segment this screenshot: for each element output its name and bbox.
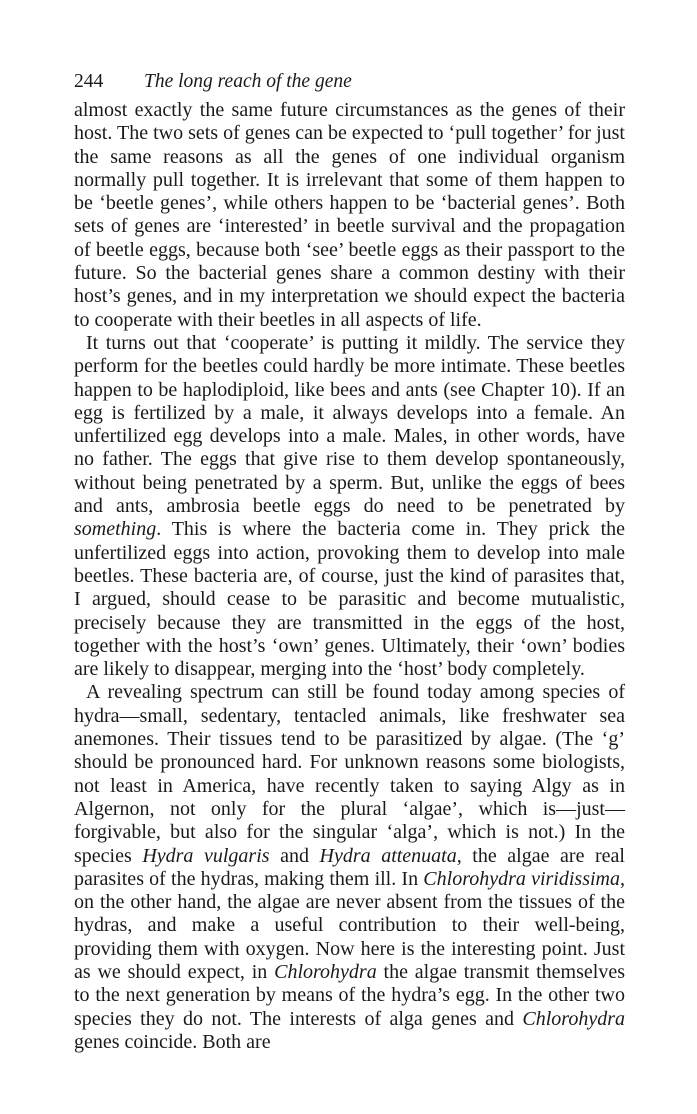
body-text bbox=[74, 99, 625, 1054]
paragraph bbox=[74, 681, 625, 1054]
italic-text: Chlorohydra bbox=[274, 960, 377, 983]
text-run: It turns out that ‘cooperate’ is putting it mildly. The service they perform for the beetles could hardly be more intimate. These beetles happen to be haplodiploid, like bees and ants (see Chapter 10). If an egg is fertilized by a male, it always develops into a female. An unfertilized egg develops into a male. Males, in other words, have no father. The eggs that give rise to them develop spontaneously, without being penetrated by a sperm. But, unlike the eggs of bees and ants, ambrosia beetle eggs do need to be penetrated by bbox=[74, 331, 625, 518]
page-number: 244 bbox=[74, 71, 104, 92]
running-title: The long reach of the gene bbox=[144, 71, 352, 92]
text-run: genes coincide. Both are bbox=[74, 1030, 271, 1053]
text-run: almost exactly the same future circumstances as the genes of their host. The two sets of genes can be expected to ‘pull together’ for just the same reasons as all the genes of one individual organism normally pull together. It is irrelevant that some of them happen to be ‘beetle genes’, while others happen to be ‘bacterial genes’. Both sets of genes are ‘interested’ in beetle survival and the propagation of beetle eggs, because both ‘see’ beetle eggs as their passport to the future. So the bacterial genes share a common destiny with their host’s genes, and in my interpretation we should expect the bacteria to cooperate with their beetles in all aspects of life. bbox=[74, 99, 625, 331]
text-run: A revealing spectrum can still be found today among species of hydra—small, sedentary, tentacled animals, like freshwater sea anemones. Their tissues tend to be parasitized by algae. (The ‘g’ should be pronounced hard. For unknown reasons some biologists, not least in America, have recently taken to saying Algy as in Algernon, not only for the plural ‘algae’, which is—just—forgivable, but also for the singular ‘alga’, which is not.) In the species bbox=[74, 681, 625, 867]
italic-text: Chlorohydra viridissima bbox=[423, 867, 620, 890]
text-run: , the algae are real parasites of the hydras, making them ill. In bbox=[74, 844, 625, 890]
paragraph bbox=[74, 99, 625, 332]
italic-text: Hydra attenuata bbox=[319, 844, 457, 867]
text-run: the algae transmit themselves to the next generation by means of the hydra’s egg. In the other two species they do not. The interests of alga genes and bbox=[74, 960, 625, 1030]
paragraph bbox=[74, 332, 625, 681]
italic-text: something bbox=[74, 518, 157, 541]
text-run: and bbox=[269, 844, 320, 867]
running-header bbox=[74, 70, 352, 94]
italic-text: Hydra vulgaris bbox=[142, 844, 270, 867]
text-run: . This is where the bacteria come in. They prick the unfertilized eggs into action, provoking them to develop into male beetles. These bacteria are, of course, just the kind of parasites that, I argued, should cease to be parasitic and become mutualistic, precisely because they are transmitted in the eggs of the host, together with the host’s ‘own’ genes. Ultimately, their ‘own’ bodies are likely to disappear, merging into the ‘host’ body completely. bbox=[74, 518, 625, 681]
text-run: , on the other hand, the algae are never absent from the tissues of the hydras, and make a useful contribution to their well-being, providing them with oxygen. Now here is the interesting point. Just as we should expect, in bbox=[74, 867, 625, 983]
italic-text: Chlorohydra bbox=[522, 1007, 625, 1030]
